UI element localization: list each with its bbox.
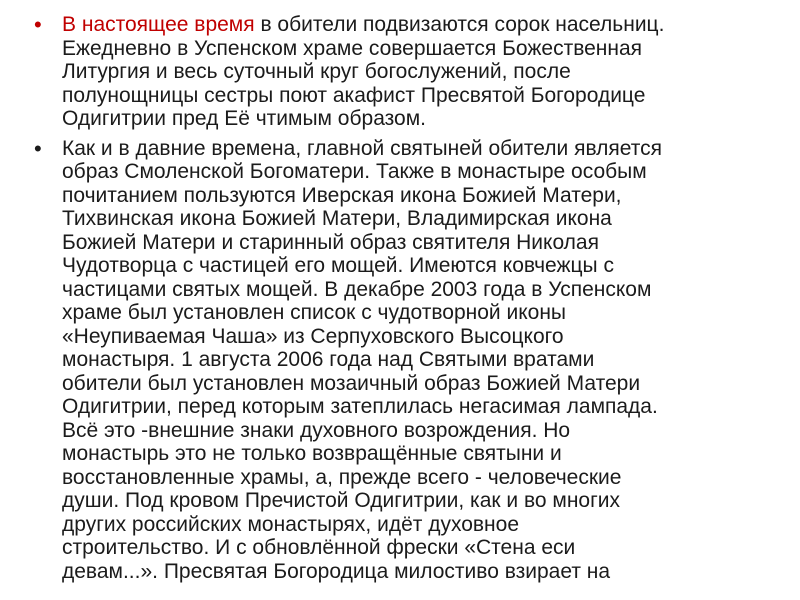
text-line: строительство. И с обновлённой фрески «Стена еси xyxy=(62,536,576,559)
text-line: Всё это -внешние знаки духовного возрождения. Но xyxy=(62,418,571,442)
text-line: Ежедневно в Успенском храме совершается Божественная xyxy=(62,36,643,60)
text-line: образ Смоленской Богоматери. Также в монастыре особым xyxy=(62,160,647,183)
text-line: «Неупиваемая Чаша» из Серпуховского Высоцкого xyxy=(62,324,564,348)
text-line: Одигитрии пред Её чтимым образом. xyxy=(62,107,426,130)
text-line: храме был установлен список с чудотворной иконы xyxy=(62,301,567,324)
text-line: Литургия и весь суточный круг богослужений, после xyxy=(62,60,571,83)
highlighted-phrase: В настоящее время xyxy=(62,13,255,36)
bullet-dot-icon: • xyxy=(34,12,42,37)
text-line xyxy=(62,13,800,37)
text-line: Божией Матери и старинный образ святителя Николая xyxy=(62,230,599,254)
text-line: девам...». Пресвятая Богородица милостиво взирает на xyxy=(62,559,611,583)
text-line: частицами святых мощей. В декабре 2003 года в Успенском xyxy=(62,277,652,301)
bullet-dot-icon: • xyxy=(34,135,42,161)
text-line: почитанием пользуются Иверская икона Божией Матери, xyxy=(62,183,622,207)
text-line: монастырь это не только возвращённые святыни и xyxy=(62,442,562,465)
paragraph-1 xyxy=(0,13,800,131)
text-line: других российских монастырях, идёт духовное xyxy=(62,512,520,536)
text-line: Как и в давние времена, главной святыней обители является xyxy=(62,136,662,160)
text-line: полунощницы сестры поют акафист Пресвятой Богородице xyxy=(62,83,646,107)
bullet-list xyxy=(0,13,800,589)
paragraph-2 xyxy=(0,137,800,584)
text-line: Тихвинская икона Божией Матери, Владимирская икона xyxy=(62,207,612,230)
text-line: восстановленные храмы, а, прежде всего - человеческие xyxy=(62,465,622,489)
text-line: Чудотворца с частицей его мощей. Имеются ковчежцы с xyxy=(62,254,614,277)
text-line: Одигитрии, перед которым затеплилась негасимая лампада. xyxy=(62,395,658,418)
line-text: в обители подвизаются сорок насельниц. xyxy=(254,13,665,36)
text-line: обители был установлен мозаичный образ Божией Матери xyxy=(62,371,641,395)
text-line: души. Под кровом Пречистой Одигитрии, как и во многих xyxy=(62,489,620,512)
text-line: монастыря. 1 августа 2006 года над Святыми вратами xyxy=(62,348,595,371)
